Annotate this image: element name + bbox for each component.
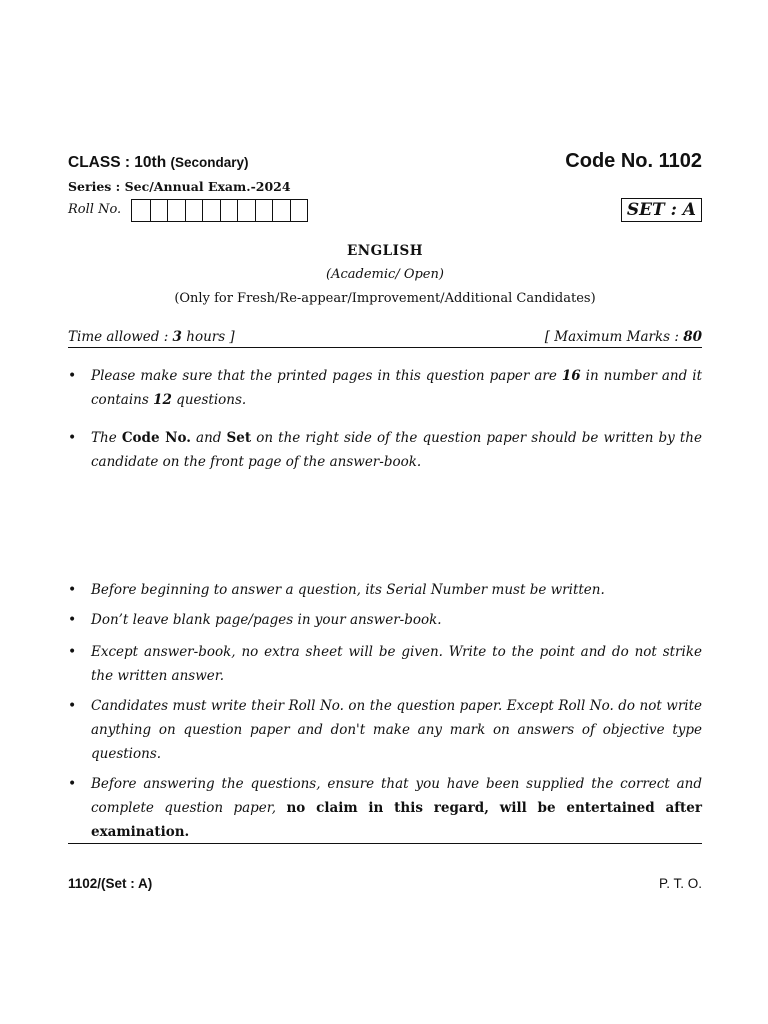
subject-title: ENGLISH [347,243,423,259]
page-turn-note: P. T. O. [658,876,702,891]
instruction-item [68,578,702,602]
instruction-item [68,772,702,844]
time-suffix: hours ] [181,329,235,345]
bullet-icon: • [68,368,77,384]
roll-no-box[interactable] [202,200,220,221]
roll-no-box[interactable] [220,200,238,221]
instruction-item [68,608,702,632]
instruction-item [68,364,702,412]
class-sub: (Secondary) [170,155,249,170]
instruction-text: Don’t leave blank page/pages in your answer-book. [91,612,442,628]
instruction-text: Please make sure that the printed pages in this question paper are 16 in number and it contains 12 questions. [91,368,702,408]
bullet-icon: • [68,582,77,598]
class-main: CLASS : 10th [68,154,167,171]
bullet-icon: • [68,776,77,792]
instruction-text: Before beginning to answer a question, its Serial Number must be written. [91,582,605,598]
roll-no-boxes[interactable] [131,199,308,222]
instruction-text: The Code No. and Set on the right side of the question paper should be written by the candidate on the front page of the answer-book. [91,430,702,470]
time-allowed [68,329,235,345]
roll-no-box[interactable] [132,200,150,221]
code-number: Code No. 1102 [565,150,702,172]
instruction-text: Candidates must write their Roll No. on the question paper. Except Roll No. do not write anything on question paper and don't make any mark on answers of objective type questions. [91,698,702,762]
bullet-icon: • [68,698,77,714]
roll-no-box[interactable] [185,200,203,221]
instruction-item [68,640,702,688]
instruction-text: Except answer-book, no extra sheet will be given. Write to the point and do not strike the written answer. [91,644,702,684]
roll-no-box[interactable] [272,200,290,221]
roll-no-box[interactable] [150,200,168,221]
divider-bottom [68,843,702,844]
time-prefix: Time allowed : [68,329,173,345]
divider-top [68,347,702,348]
roll-no-label: Roll No. [68,202,122,217]
bullet-icon: • [68,644,77,660]
class-label [68,154,249,172]
time-marks-row [68,329,702,345]
roll-no-box[interactable] [237,200,255,221]
candidates-note: (Only for Fresh/Re-appear/Improvement/Additional Candidates) [174,291,596,306]
maximum-marks [545,329,702,345]
roll-no-box[interactable] [255,200,273,221]
instruction-item [68,426,702,474]
roll-no-box[interactable] [290,200,308,221]
bullet-icon: • [68,430,77,446]
footer-code: 1102/(Set : A) [68,876,153,891]
instruction-text: Before answering the questions, ensure that you have been supplied the correct and complete question paper, no claim in this regard, will be entertained after examination. [91,776,702,840]
marks-prefix: [ Maximum Marks : [544,329,684,345]
roll-no-box[interactable] [167,200,185,221]
instruction-item [68,694,702,766]
set-label-box: SET : A [621,198,702,222]
stream-subtitle: (Academic/ Open) [326,267,444,282]
bullet-icon: • [68,612,77,628]
time-value: 3 [172,329,182,345]
marks-value: 80 [683,329,702,345]
series-label: Series : Sec/Annual Exam.-2024 [68,179,291,194]
